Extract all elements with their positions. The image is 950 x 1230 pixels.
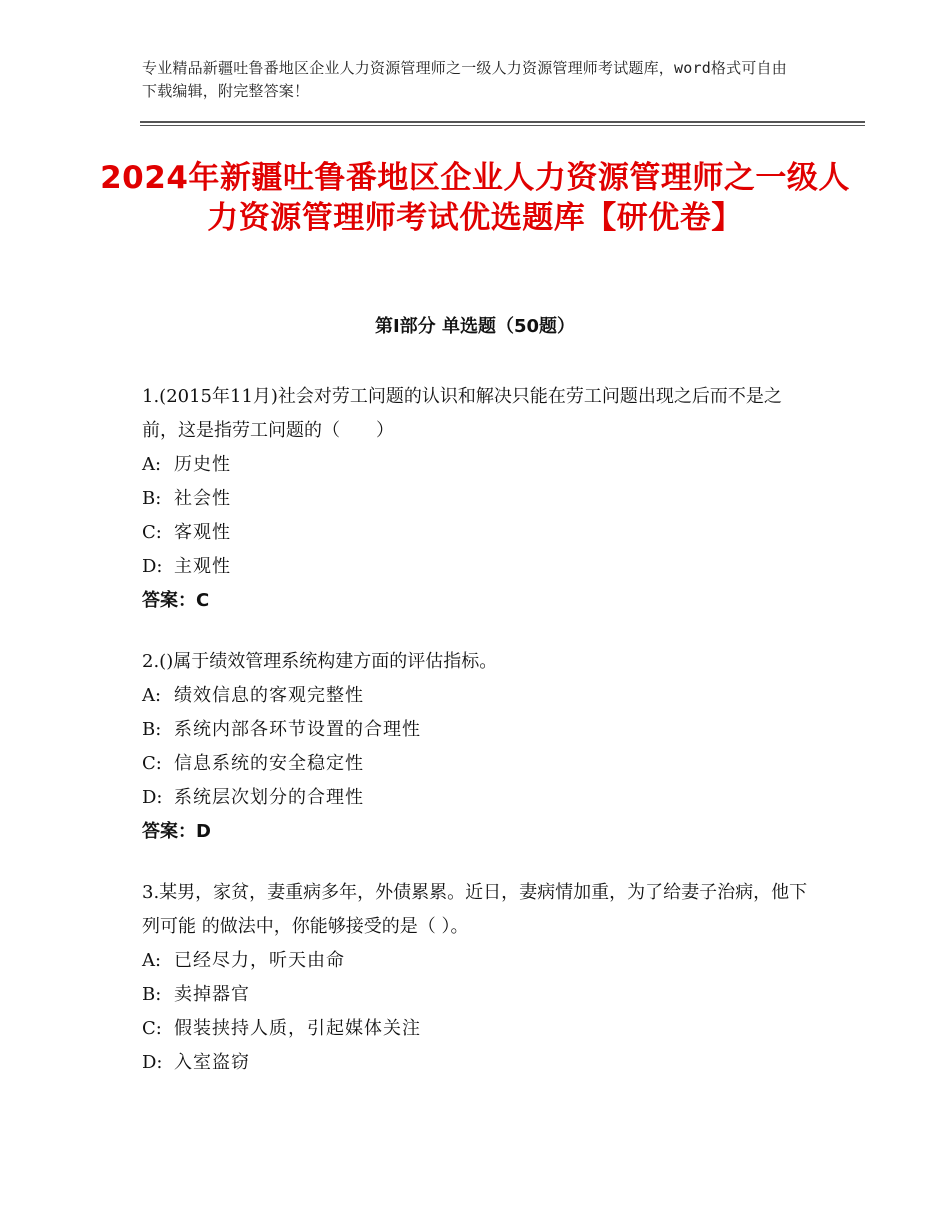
option-text: 卖掉器官: [174, 984, 250, 1005]
option-letter: A:: [142, 454, 162, 475]
header-rule-thin: [140, 125, 865, 126]
question-text: 2.()属于绩效管理系统构建方面的评估指标。: [142, 651, 498, 672]
option-a: [142, 944, 812, 978]
option-letter: C:: [142, 1018, 162, 1039]
option-letter: A:: [142, 685, 162, 706]
answer: 答案：C: [142, 590, 210, 611]
option-d: [142, 550, 812, 584]
option-a: [142, 679, 812, 713]
option-letter: C:: [142, 522, 162, 543]
option-b: [142, 978, 812, 1012]
option-text: 入室盗窃: [174, 1052, 250, 1073]
option-d: [142, 781, 812, 815]
option-text: 客观性: [174, 522, 231, 543]
option-letter: B:: [142, 719, 162, 740]
option-text: 信息系统的安全稳定性: [174, 753, 364, 774]
option-letter: D:: [142, 787, 163, 808]
section-title: 第Ⅰ部分 单选题（50题）: [374, 316, 575, 337]
header-note: 专业精品新疆吐鲁番地区企业人力资源管理师之一级人力资源管理师考试题库，word格式可自由下载编辑，附完整答案！: [142, 59, 787, 100]
option-c: [142, 747, 812, 781]
option-text: 绩效信息的客观完整性: [174, 685, 364, 706]
option-text: 社会性: [174, 488, 231, 509]
question-1: [142, 380, 812, 618]
answer: 答案：D: [142, 821, 211, 842]
question-text: 1.(2015年11月)社会对劳工问题的认识和解决只能在劳工问题出现之后而不是之前，这是指劳工问题的（ ）: [142, 386, 782, 441]
option-c: [142, 516, 812, 550]
option-letter: A:: [142, 950, 162, 971]
header-rule-thick: [140, 121, 865, 123]
option-letter: C:: [142, 753, 162, 774]
option-b: [142, 482, 812, 516]
option-letter: B:: [142, 488, 162, 509]
option-text: 假装挟持人质，引起媒体关注: [174, 1018, 421, 1039]
option-d: [142, 1046, 812, 1080]
option-text: 系统内部各环节设置的合理性: [174, 719, 421, 740]
option-text: 已经尽力，听天由命: [174, 950, 345, 971]
option-c: [142, 1012, 812, 1046]
question-text: 3.某男，家贫，妻重病多年，外债累累。近日，妻病情加重，为了给妻子治病，他下列可能 的做法中，你能够接受的是（ ）。: [142, 882, 808, 937]
option-text: 主观性: [174, 556, 231, 577]
option-letter: B:: [142, 984, 162, 1005]
document-title: 2024年新疆吐鲁番地区企业人力资源管理师之一级人力资源管理师考试优选题库【研优卷】: [100, 160, 850, 236]
option-a: [142, 448, 812, 482]
option-letter: D:: [142, 1052, 163, 1073]
question-3: [142, 876, 812, 1080]
option-text: 系统层次划分的合理性: [174, 787, 364, 808]
question-list: [142, 380, 812, 1107]
question-2: [142, 645, 812, 849]
option-text: 历史性: [174, 454, 231, 475]
option-letter: D:: [142, 556, 163, 577]
option-b: [142, 713, 812, 747]
